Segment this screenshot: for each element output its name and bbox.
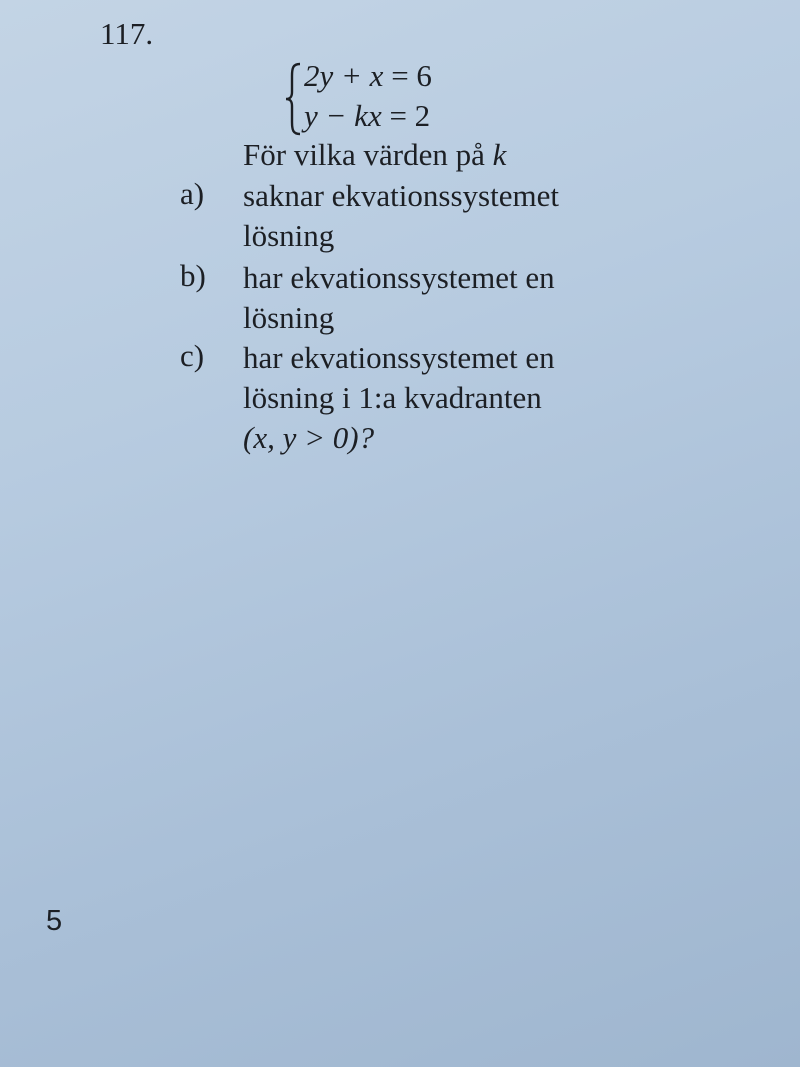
item-a-line-1: saknar ekvationssystemet (243, 178, 559, 213)
item-b-label: b) (180, 258, 206, 293)
item-a-text (243, 176, 673, 256)
left-brace-icon (284, 62, 304, 136)
question-intro (243, 137, 506, 173)
question-intro-text: För vilka värden på (243, 137, 493, 172)
item-c-label: c) (180, 338, 205, 373)
equation-1-lhs: 2y + x (304, 58, 384, 93)
equation-1 (304, 58, 432, 94)
equation-system (284, 58, 504, 138)
equation-2 (304, 98, 430, 134)
problem-number: 117. (100, 16, 154, 51)
item-c-line-2: lösning i 1:a kvadranten (243, 380, 542, 415)
item-c-line-1: har ekvationssystemet en (243, 340, 555, 375)
equation-1-rhs: = 6 (391, 58, 432, 93)
page-number: 5 (46, 905, 63, 937)
item-a-label: a) (180, 176, 205, 211)
item-c-text (243, 338, 673, 458)
item-b-text (243, 258, 673, 338)
item-c-line-3: (x, y > 0)? (243, 420, 375, 455)
question-intro-variable: k (492, 137, 507, 172)
item-b-line-1: har ekvationssystemet en (243, 260, 555, 295)
equation-2-lhs: y − kx (304, 98, 382, 133)
item-a-line-2: lösning (243, 218, 335, 253)
equation-2-rhs: = 2 (389, 98, 431, 133)
item-b-line-2: lösning (243, 300, 335, 335)
